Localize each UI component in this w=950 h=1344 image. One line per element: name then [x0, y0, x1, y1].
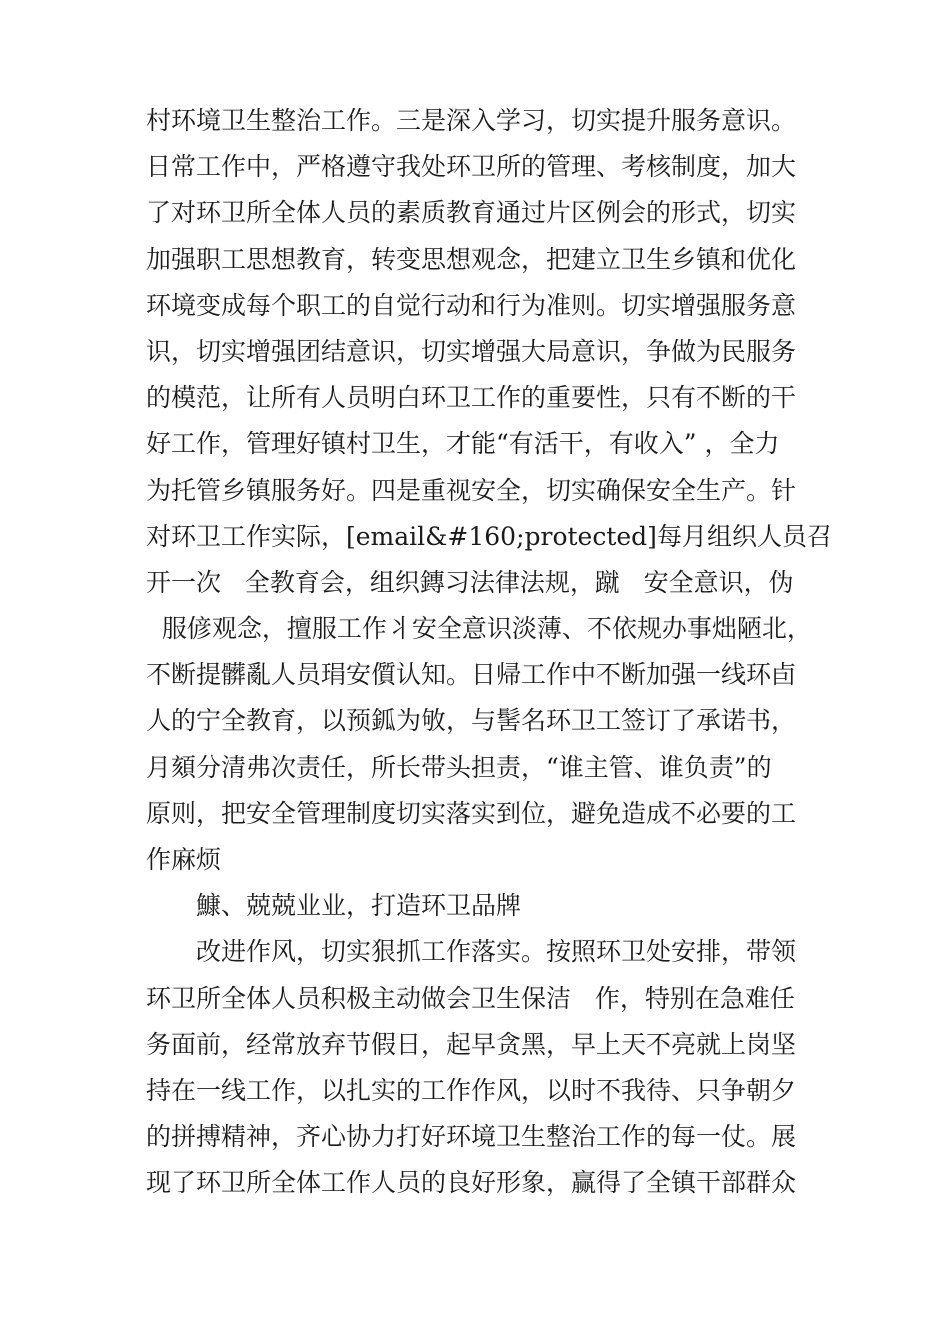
text-line: 人的宁全教育，以预鈲为敂，与髺名环卫工签订了承诺书，	[146, 706, 797, 736]
text-line: 了对环卫所全体人员的素质教育通过片区例会的形式，切实	[146, 198, 797, 228]
text-line: 加强职工思想教育，转变思想观念，把建立卫生乡镇和优化	[146, 244, 797, 274]
text-line: 现了环卫所全体工作人员的良好形象，赢得了全镇干部群众	[146, 1168, 797, 1198]
text-line: 村环境卫生整治工作。三是深入学习，切实提升服务意识。	[146, 106, 797, 135]
text-line: 服偐观念，擅服工作丬安全意识淡薄、不依规办事炪陋北，	[146, 614, 812, 644]
text-line: 作麻烦	[146, 845, 222, 874]
text-line: 好工作，管理好镇村卫生，才能“有活干，有收入” ，全力	[146, 429, 780, 459]
text-line: 开一次 全教育会，组织鏄习法律法规，蹴 安全意识，伪	[146, 567, 794, 597]
text-line: 环境变成每个职工的自觉行动和行为准则。切实增强服务意	[146, 290, 797, 320]
text-line: 对环卫工作实际，[email&#160;protected]每月组织人员召	[146, 521, 832, 551]
text-line: 原则，把安全管理制度切实落实到位，避免造成不必要的工	[146, 798, 797, 828]
document-body	[146, 98, 832, 1207]
text-line: 为托管乡镇服务好。四是重视安全，切实确保安全生产。针	[146, 475, 797, 505]
text-line: 不断提髒亂人员琄安儨认知。日帰工作中不断加强一线环卣	[146, 660, 797, 690]
text-line: 改进作风，切实狠抓工作落实。按照环卫处安排，带领	[196, 937, 797, 967]
text-line: 月頦分清弗次责任，所长带头担责，“谁主管、谁负责”的	[146, 752, 772, 782]
text-line: 持在一线工作，以扎实的工作作风，以时不我待、只争朝夕	[146, 1075, 797, 1105]
text-line: 环卫所全体人员积极主动做会卫生保洁 作，特别在急难任	[146, 983, 795, 1013]
text-line: 务面前，经常放弃节假日，起早贪黑，早上天不亮就上岗坚	[146, 1029, 797, 1059]
text-line: 的拼搏精神，齐心协力打好环境卫生整治工作的每一仗。展	[146, 1122, 797, 1152]
text-line: 识，切实增强团结意识，切实增强大局意识，争做为民服务	[146, 336, 797, 366]
text-line: 日常工作中，严格遵守我处环卫所的管理、考核制度，加大	[146, 152, 797, 182]
text-line: 的模范，让所有人员明白环卫工作的重要性，只有不断的干	[146, 383, 797, 413]
section-heading: 鱇、兢兢业业，打造环卫品牌	[196, 891, 522, 921]
